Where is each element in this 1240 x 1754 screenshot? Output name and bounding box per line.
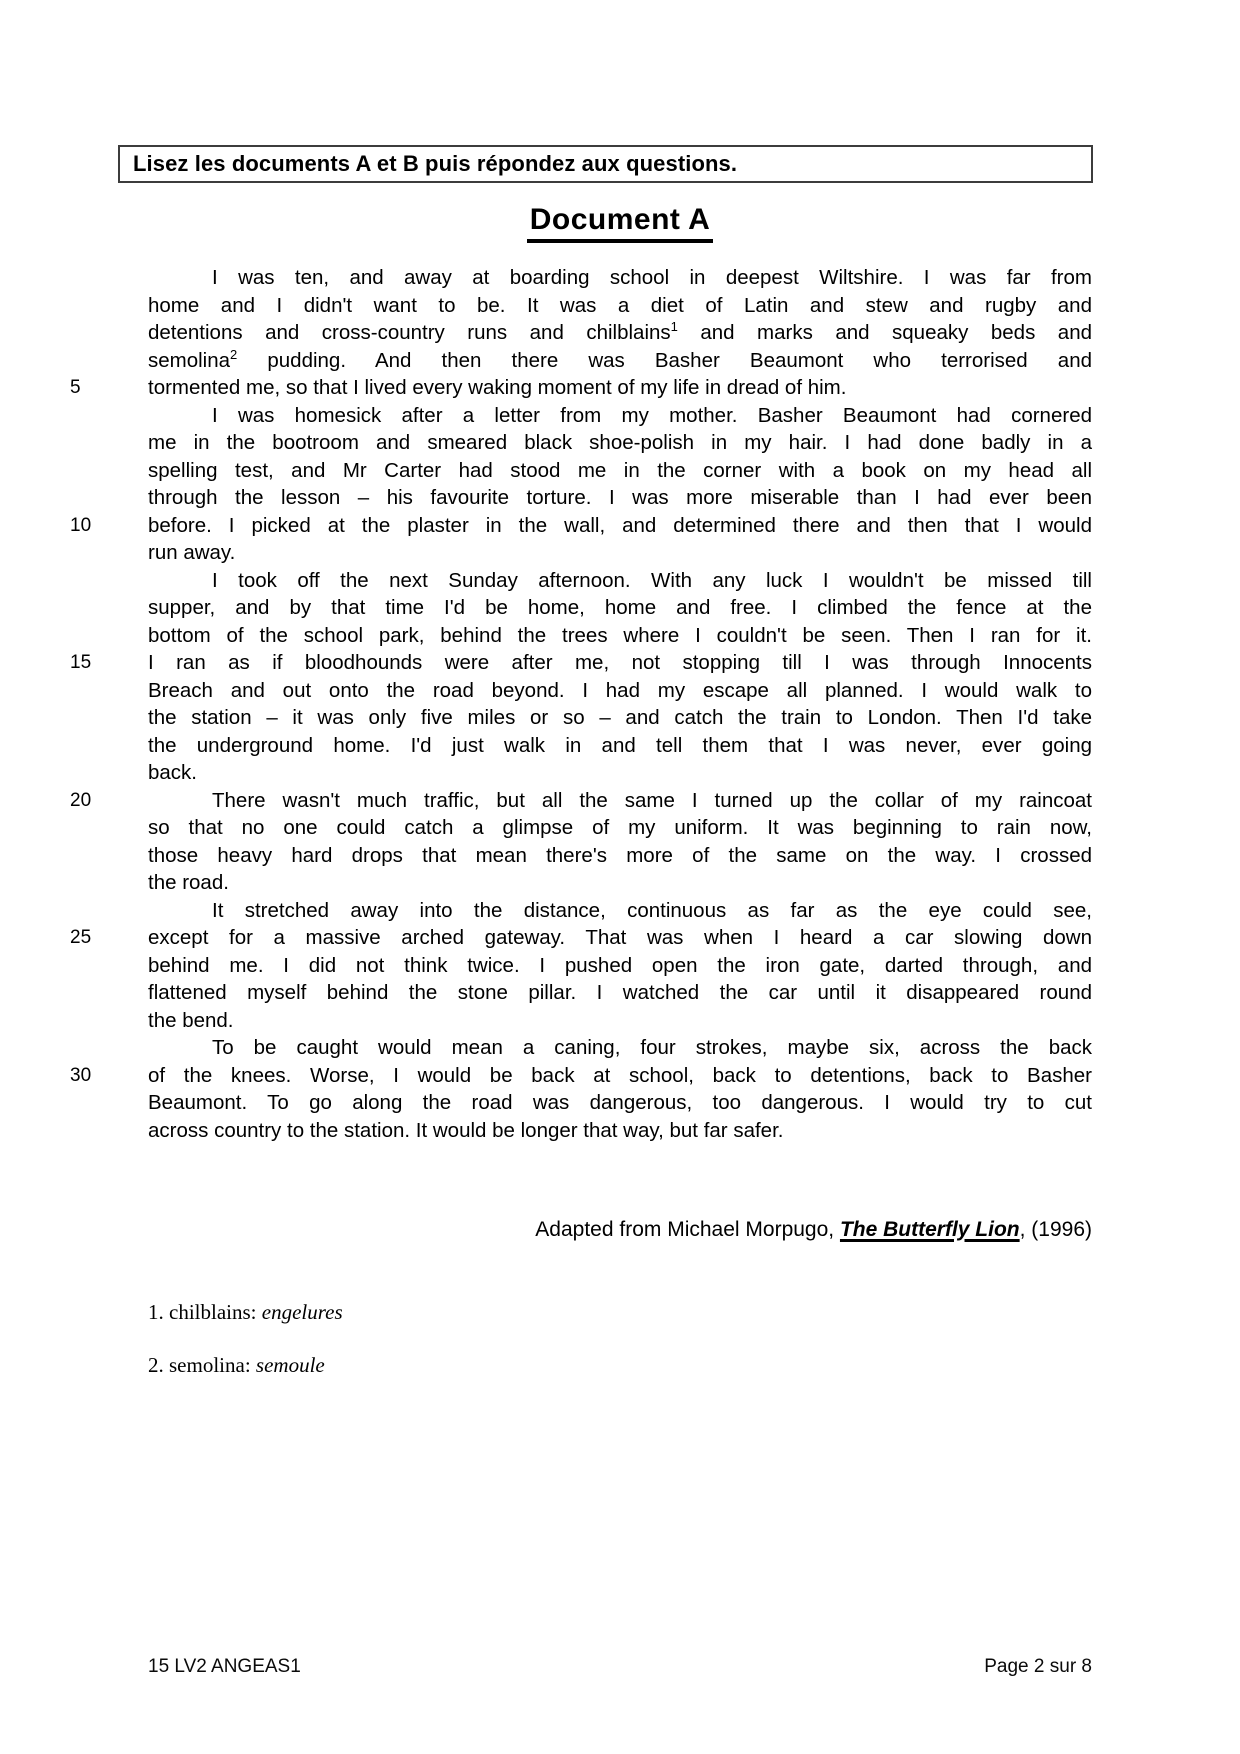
- text-line: It stretched away into the distance, continuous as far as the eye could see,: [212, 898, 1092, 922]
- footnote-1-translation: engelures: [261, 1300, 343, 1324]
- text-line: those heavy hard drops that mean there's more of the same on the way. I crossed: [148, 843, 1092, 867]
- text-line: 25 except for a massive arched gateway. That was when I heard a car slowing down: [148, 924, 1092, 952]
- text-line: 15 I ran as if bloodhounds were after me, not stopping till I was through Innocents: [148, 649, 1092, 677]
- footnote-1-label: 1. chilblains:: [148, 1300, 262, 1324]
- text-line: 5 tormented me, so that I lived every waking moment of my life in dread of him.: [148, 374, 1092, 402]
- text-line: the road.: [148, 871, 229, 894]
- document-title: Document A: [527, 203, 714, 243]
- footnote-2-translation: semoule: [255, 1353, 325, 1377]
- instruction-text: Lisez les documents A et B puis répondez aux questions.: [133, 151, 738, 176]
- footnote-2: [148, 1352, 848, 1378]
- text-line: the bend.: [148, 1008, 234, 1032]
- text-line: so that no one could catch a glimpse of my uniform. It was beginning to rain now,: [148, 816, 1092, 839]
- text-line: home and I didn't want to be. It was a diet of Latin and stew and rugby and: [148, 293, 1092, 317]
- line-number: 30: [70, 1064, 92, 1086]
- footnote-1: [148, 1299, 848, 1325]
- line-number: 10: [70, 514, 92, 536]
- attribution-suffix: , (1996): [1019, 1218, 1092, 1241]
- book-title: The Butterfly Lion: [839, 1218, 1020, 1241]
- text-line: 10 before. I picked at the plaster in the wall, and determined there and then that I would: [148, 512, 1092, 540]
- footnote-2-label: 2. semolina:: [148, 1353, 256, 1377]
- footnote-ref: 2: [230, 346, 238, 362]
- footer-reference: 15 LV2 ANGEAS1: [148, 1656, 301, 1677]
- page-footer: [148, 1656, 1092, 1678]
- document-title-wrap: [148, 203, 1092, 243]
- text-line: Breach and out onto the road beyond. I had my escape all planned. I would walk to: [148, 678, 1092, 702]
- text-line: To be caught would mean a caning, four strokes, maybe six, across the back: [212, 1036, 1092, 1059]
- text-line: 20 There wasn't much traffic, but all the same I turned up the collar of my raincoat: [148, 787, 1092, 815]
- attribution-prefix: Adapted from Michael Morpugo,: [535, 1218, 840, 1241]
- attribution: [148, 1216, 1092, 1244]
- line-number: 5: [70, 377, 81, 398]
- line-number: 15: [70, 652, 92, 673]
- line-number: 20: [70, 789, 92, 811]
- text-line: I took off the next Sunday afternoon. With any luck I wouldn't be missed till: [212, 568, 1092, 592]
- text-line: run away.: [148, 541, 236, 564]
- text-line: flattened myself behind the stone pillar. I watched the car until it disappeared round: [148, 981, 1092, 1004]
- text-line: semolina$^2$ pudding. And then there was Basher Beaumont who terrorised and: [148, 346, 1092, 372]
- text-line: through the lesson – his favourite torture. I was more miserable than I had ever been: [148, 486, 1092, 509]
- text-line: supper, and by that time I'd be home, home and free. I climbed the fence at the: [148, 596, 1092, 619]
- text-block: [70, 264, 1092, 1144]
- instruction-box: [118, 145, 1093, 183]
- text-line: 30 of the knees. Worse, I would be back at school, back to detentions, back to Basher: [148, 1062, 1092, 1090]
- text-line: the station – it was only five miles or so – and catch the train to London. Then I'd take: [148, 706, 1092, 729]
- footnote-ref: 1: [670, 319, 678, 334]
- footer-page-number: Page 2 sur 8: [984, 1656, 1092, 1677]
- text-line: the underground home. I'd just walk in and tell them that I was never, ever going: [148, 733, 1092, 757]
- line-number: 25: [70, 927, 92, 948]
- text-line: I was ten, and away at boarding school in deepest Wiltshire. I was far from: [212, 266, 1092, 289]
- text-line: Beaumont. To go along the road was dangerous, too dangerous. I would try to cut: [148, 1091, 1092, 1114]
- text-line: I was homesick after a letter from my mother. Basher Beaumont had cornered: [212, 403, 1092, 427]
- text-line: me in the bootroom and smeared black shoe-polish in my hair. I had done badly in a: [148, 431, 1092, 454]
- text-line: behind me. I did not think twice. I pushed open the iron gate, darted through, and: [148, 953, 1092, 977]
- text-line: back.: [148, 761, 197, 784]
- text-line: across country to the station. It would be longer that way, but far safer.: [148, 1118, 784, 1142]
- text-line: bottom of the school park, behind the trees where I couldn't be seen. Then I ran for it.: [148, 623, 1092, 647]
- text-line: spelling test, and Mr Carter had stood me in the corner with a book on my head all: [148, 458, 1092, 482]
- text-line: detentions and cross-country runs and chilblains$^1$ and marks and squeaky beds and: [148, 319, 1092, 344]
